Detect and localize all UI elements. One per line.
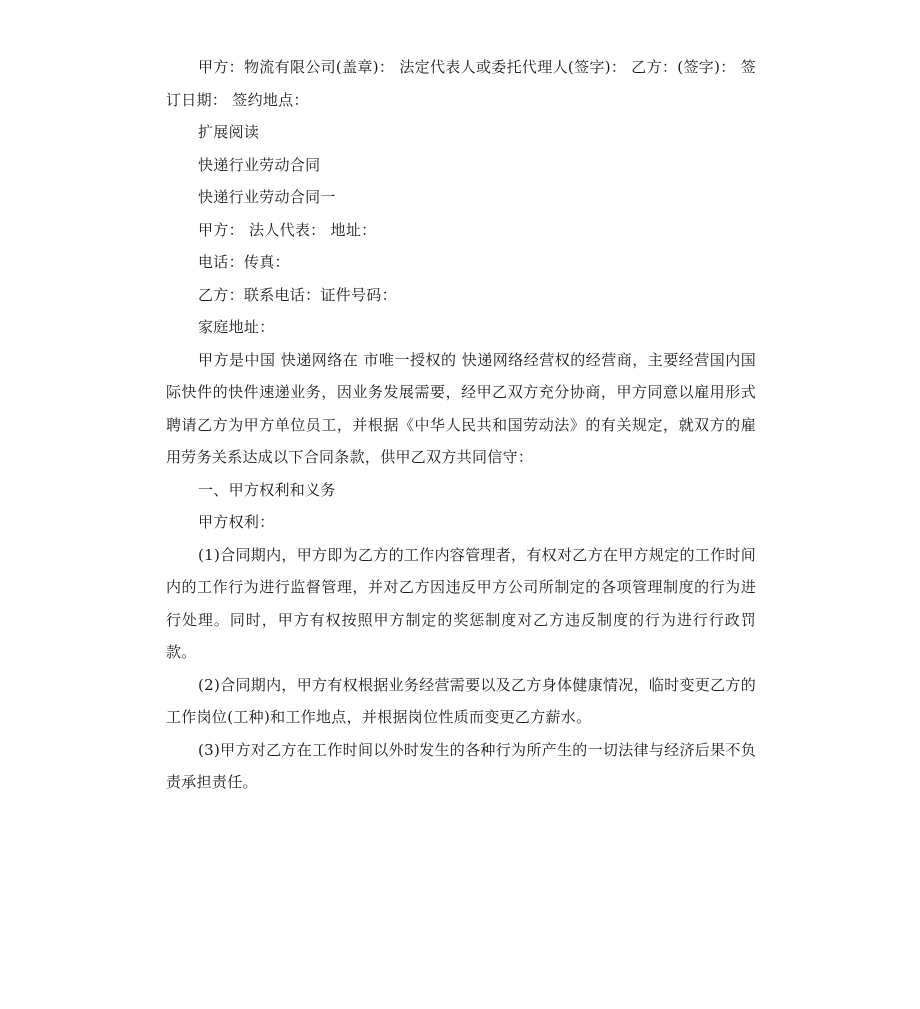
contract-subtitle: 快递行业劳动合同一: [198, 188, 336, 206]
contract-title: 快递行业劳动合同: [198, 155, 321, 174]
party-b-info: 乙方：联系电话：证件号码：: [198, 285, 397, 304]
party-b-address: 家庭地址：: [198, 318, 275, 336]
party-a-info: 甲方： 法人代表： 地址：: [198, 220, 377, 239]
document-page: [166, 51, 756, 799]
party-a-contact: 电话：传真：: [198, 253, 290, 271]
clause-1: (1)合同期内，甲方即为乙方的工作内容管理者，有权对乙方在甲方规定的工作时间内的工作行为进行监督管理，并对乙方因违反甲方公司所制定的各项管理制度的行为进行处理。同时，甲方有权按照甲方制定的奖惩制度对乙方违反制度的行为进行行政罚款。: [166, 545, 756, 661]
extended-reading-heading: 扩展阅读: [198, 123, 260, 141]
signature-line: 甲方：物流有限公司(盖章)： 法定代表人或委托代理人(签字)： 乙方：(签字)： 签订日期： 签约地点：: [166, 58, 756, 109]
section-heading: 一、甲方权利和义务: [198, 480, 336, 499]
subsection-heading: 甲方权利：: [198, 513, 275, 531]
clause-3: (3)甲方对乙方在工作时间以外时发生的各种行为所产生的一切法律与经济后果不负责承担责任。: [166, 740, 756, 791]
preamble-paragraph: 甲方是中国 快递网络在 市唯一授权的 快递网络经营权的经营商，主要经营国内国际快件的快件速递业务，因业务发展需要，经甲乙双方充分协商，甲方同意以雇用形式聘请乙方为甲方单位员工，并根据《中华人民共和国劳动法》的有关规定，就双方的雇用劳务关系达成以下合同条款，供甲乙双方共同信守：: [166, 350, 756, 466]
clause-2: (2)合同期内，甲方有权根据业务经营需要以及乙方身体健康情况，临时变更乙方的工作岗位(工种)和工作地点，并根据岗位性质而变更乙方薪水。: [166, 675, 756, 726]
